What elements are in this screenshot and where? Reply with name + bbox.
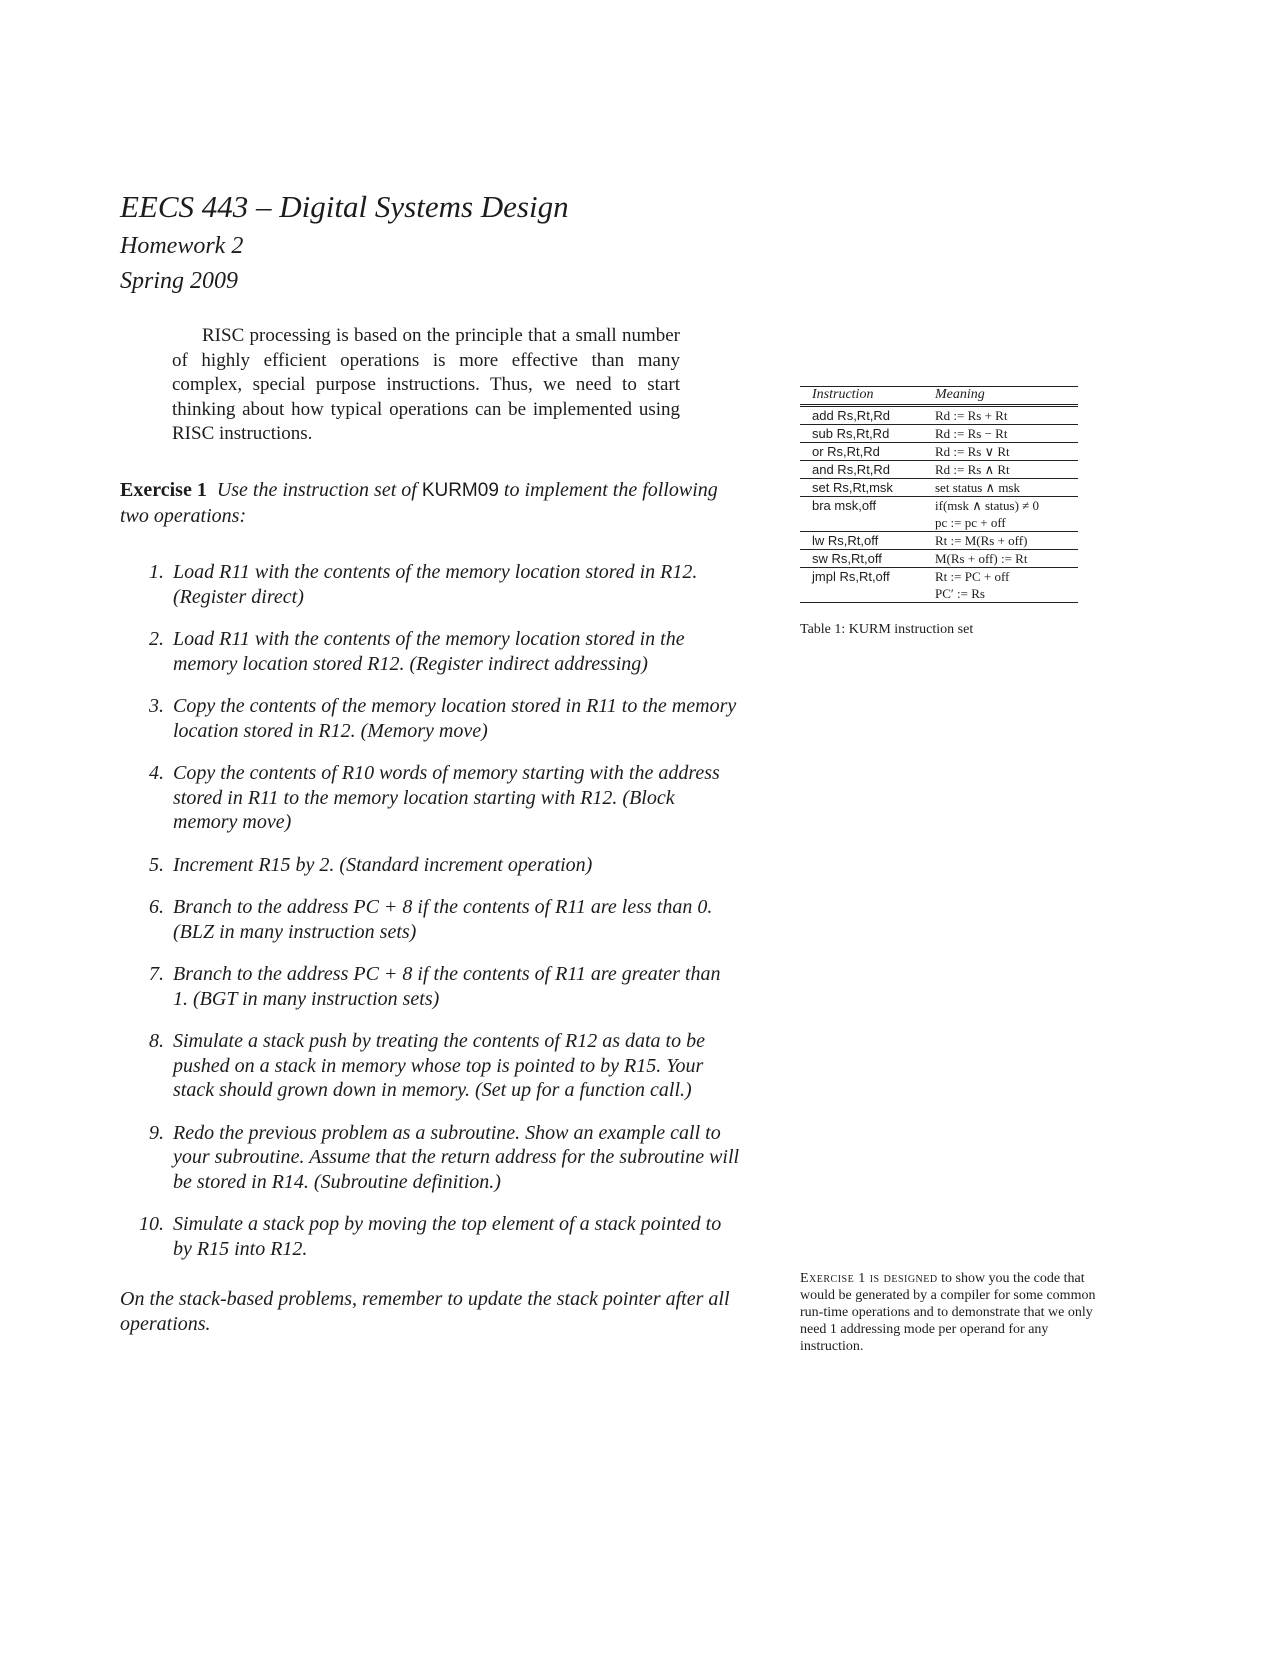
list-item: [120, 1121, 740, 1195]
meaning-cell: M(Rs + off) := Rt: [923, 550, 1078, 568]
instruction-cell: and Rs,Rt,Rd: [800, 461, 923, 479]
instruction-cell: sub Rs,Rt,Rd: [800, 425, 923, 443]
item-number: 7.: [149, 963, 164, 985]
item-text: Branch to the address PC + 8 if the contents of R11 are less than 0. (BLZ in many instruction sets): [173, 896, 713, 943]
item-text: Copy the contents of the memory location stored in R11 to the memory location stored in R12. (Memory move): [173, 695, 737, 742]
meaning-cell: Rd := Rs ∨ Rt: [923, 443, 1078, 461]
instruction-cell: add Rs,Rt,Rd: [800, 406, 923, 425]
table-row: [800, 568, 1078, 586]
item-number: 5.: [149, 853, 164, 876]
instruction-cell: [800, 585, 923, 603]
meaning-cell: Rd := Rs − Rt: [923, 425, 1078, 443]
meaning-cell: Rt := M(Rs + off): [923, 532, 1078, 550]
item-number: 2.: [149, 628, 164, 650]
margin-note-body: to show you the code that would be generated by a compiler for some common run-time operations and to demonstrate that we only need 1 addressing mode per operand for any instruction.: [800, 1271, 1096, 1354]
meaning-cell: Rd := Rs + Rt: [923, 406, 1078, 425]
meaning-cell: Rt := PC + off: [935, 569, 1010, 584]
table-row: [800, 443, 1078, 461]
instruction-cell: lw Rs,Rt,off: [800, 532, 923, 550]
meaning-cell: Rd := Rs ∧ Rt: [923, 461, 1078, 479]
instruction-cell: [800, 514, 923, 532]
stack-pointer-note: On the stack-based problems, remember to update the stack pointer after all operations.: [120, 1288, 730, 1335]
list-item: [120, 1029, 740, 1103]
item-number: 9.: [149, 1121, 164, 1144]
intro-paragraph: RISC processing is based on the principle that a small number of highly efficient operations is more effective than many complex, special purpose instructions. Thus, we need to start thinking about how typical operations can be implemented using RISC instructions.: [172, 325, 680, 444]
item-text: Load R11 with the contents of the memory location stored in the memory location stored R12. (Register indirect addressing): [173, 628, 685, 675]
item-text: Load R11 with the contents of the memory location stored in R12. (Register direct): [173, 561, 698, 608]
meaning-cell: pc := pc + off: [923, 514, 1078, 532]
table-row: [800, 406, 1078, 425]
list-item: [120, 1212, 740, 1261]
table-caption: Table 1: KURM instruction set: [800, 622, 974, 637]
margin-note-lead: Exercise 1 is designed: [800, 1271, 938, 1286]
item-text: Copy the contents of R10 words of memory starting with the address stored in R11 to the memory location starting with R12. (Block memory move): [173, 762, 720, 833]
column-header-instruction: Instruction: [800, 387, 923, 406]
list-item: [120, 694, 740, 743]
exercise-lead-b: to implement the following two operations:: [120, 479, 718, 527]
list-item: [120, 761, 740, 835]
table-row: [800, 532, 1078, 550]
table-row: [800, 479, 1078, 497]
list-item: [120, 560, 740, 609]
item-text: Increment R15 by 2. (Standard increment operation): [173, 853, 593, 876]
item-number: 3.: [149, 695, 164, 717]
table-row: [800, 497, 1078, 515]
item-number: 1.: [149, 561, 164, 583]
instruction-cell: bra msk,off: [812, 498, 877, 513]
item-number: 8.: [149, 1030, 164, 1052]
column-header-meaning: Meaning: [923, 387, 1078, 406]
term-label: Spring 2009: [120, 268, 239, 294]
exercise-heading: [120, 478, 740, 528]
instruction-cell: jmpl Rs,Rt,off: [812, 569, 890, 584]
kurm-instruction-table: [800, 386, 1078, 603]
document-title: EECS 443 – Digital Systems Design: [120, 189, 569, 224]
table-row: [800, 585, 1078, 603]
table-row: [800, 550, 1078, 568]
margin-note: [800, 1270, 1110, 1355]
meaning-cell: set status ∧ msk: [923, 479, 1078, 497]
item-text: Simulate a stack pop by moving the top element of a stack pointed to by R15 into R12.: [173, 1213, 722, 1260]
item-number: 6.: [149, 896, 164, 918]
table-row: [800, 425, 1078, 443]
list-item: [120, 962, 740, 1011]
exercise-list: [120, 560, 740, 1279]
instruction-cell: sw Rs,Rt,off: [800, 550, 923, 568]
item-text: Branch to the address PC + 8 if the contents of R11 are greater than 1. (BGT in many instruction sets): [173, 963, 721, 1010]
table-row: [800, 514, 1078, 532]
table-row: [800, 461, 1078, 479]
table-header-row: [800, 387, 1078, 406]
item-text: Redo the previous problem as a subroutine. Show an example call to your subroutine. Assume that the return address for the subroutine will be stored in R14. (Subroutine definition.): [173, 1121, 740, 1193]
isa-name: KURM09: [421, 480, 499, 501]
item-number: 10.: [139, 1213, 164, 1235]
instruction-cell: or Rs,Rt,Rd: [800, 443, 923, 461]
list-item: [120, 627, 740, 676]
meaning-cell: if(msk ∧ status) ≠ 0: [935, 498, 1040, 513]
item-number: 4.: [149, 762, 164, 784]
list-item: [120, 853, 740, 878]
instruction-cell: set Rs,Rt,msk: [800, 479, 923, 497]
item-text: Simulate a stack push by treating the contents of R12 as data to be pushed on a stack in memory whose top is pointed to by R15. Your stack should grown down in memory. (Set up for a function call.): [173, 1030, 705, 1101]
meaning-cell: PC′ := Rs: [923, 585, 1078, 603]
homework-label: Homework 2: [120, 233, 244, 259]
exercise-label: Exercise 1: [120, 479, 207, 501]
list-item: [120, 895, 740, 944]
exercise-lead-a: Use the instruction set of: [216, 479, 417, 501]
